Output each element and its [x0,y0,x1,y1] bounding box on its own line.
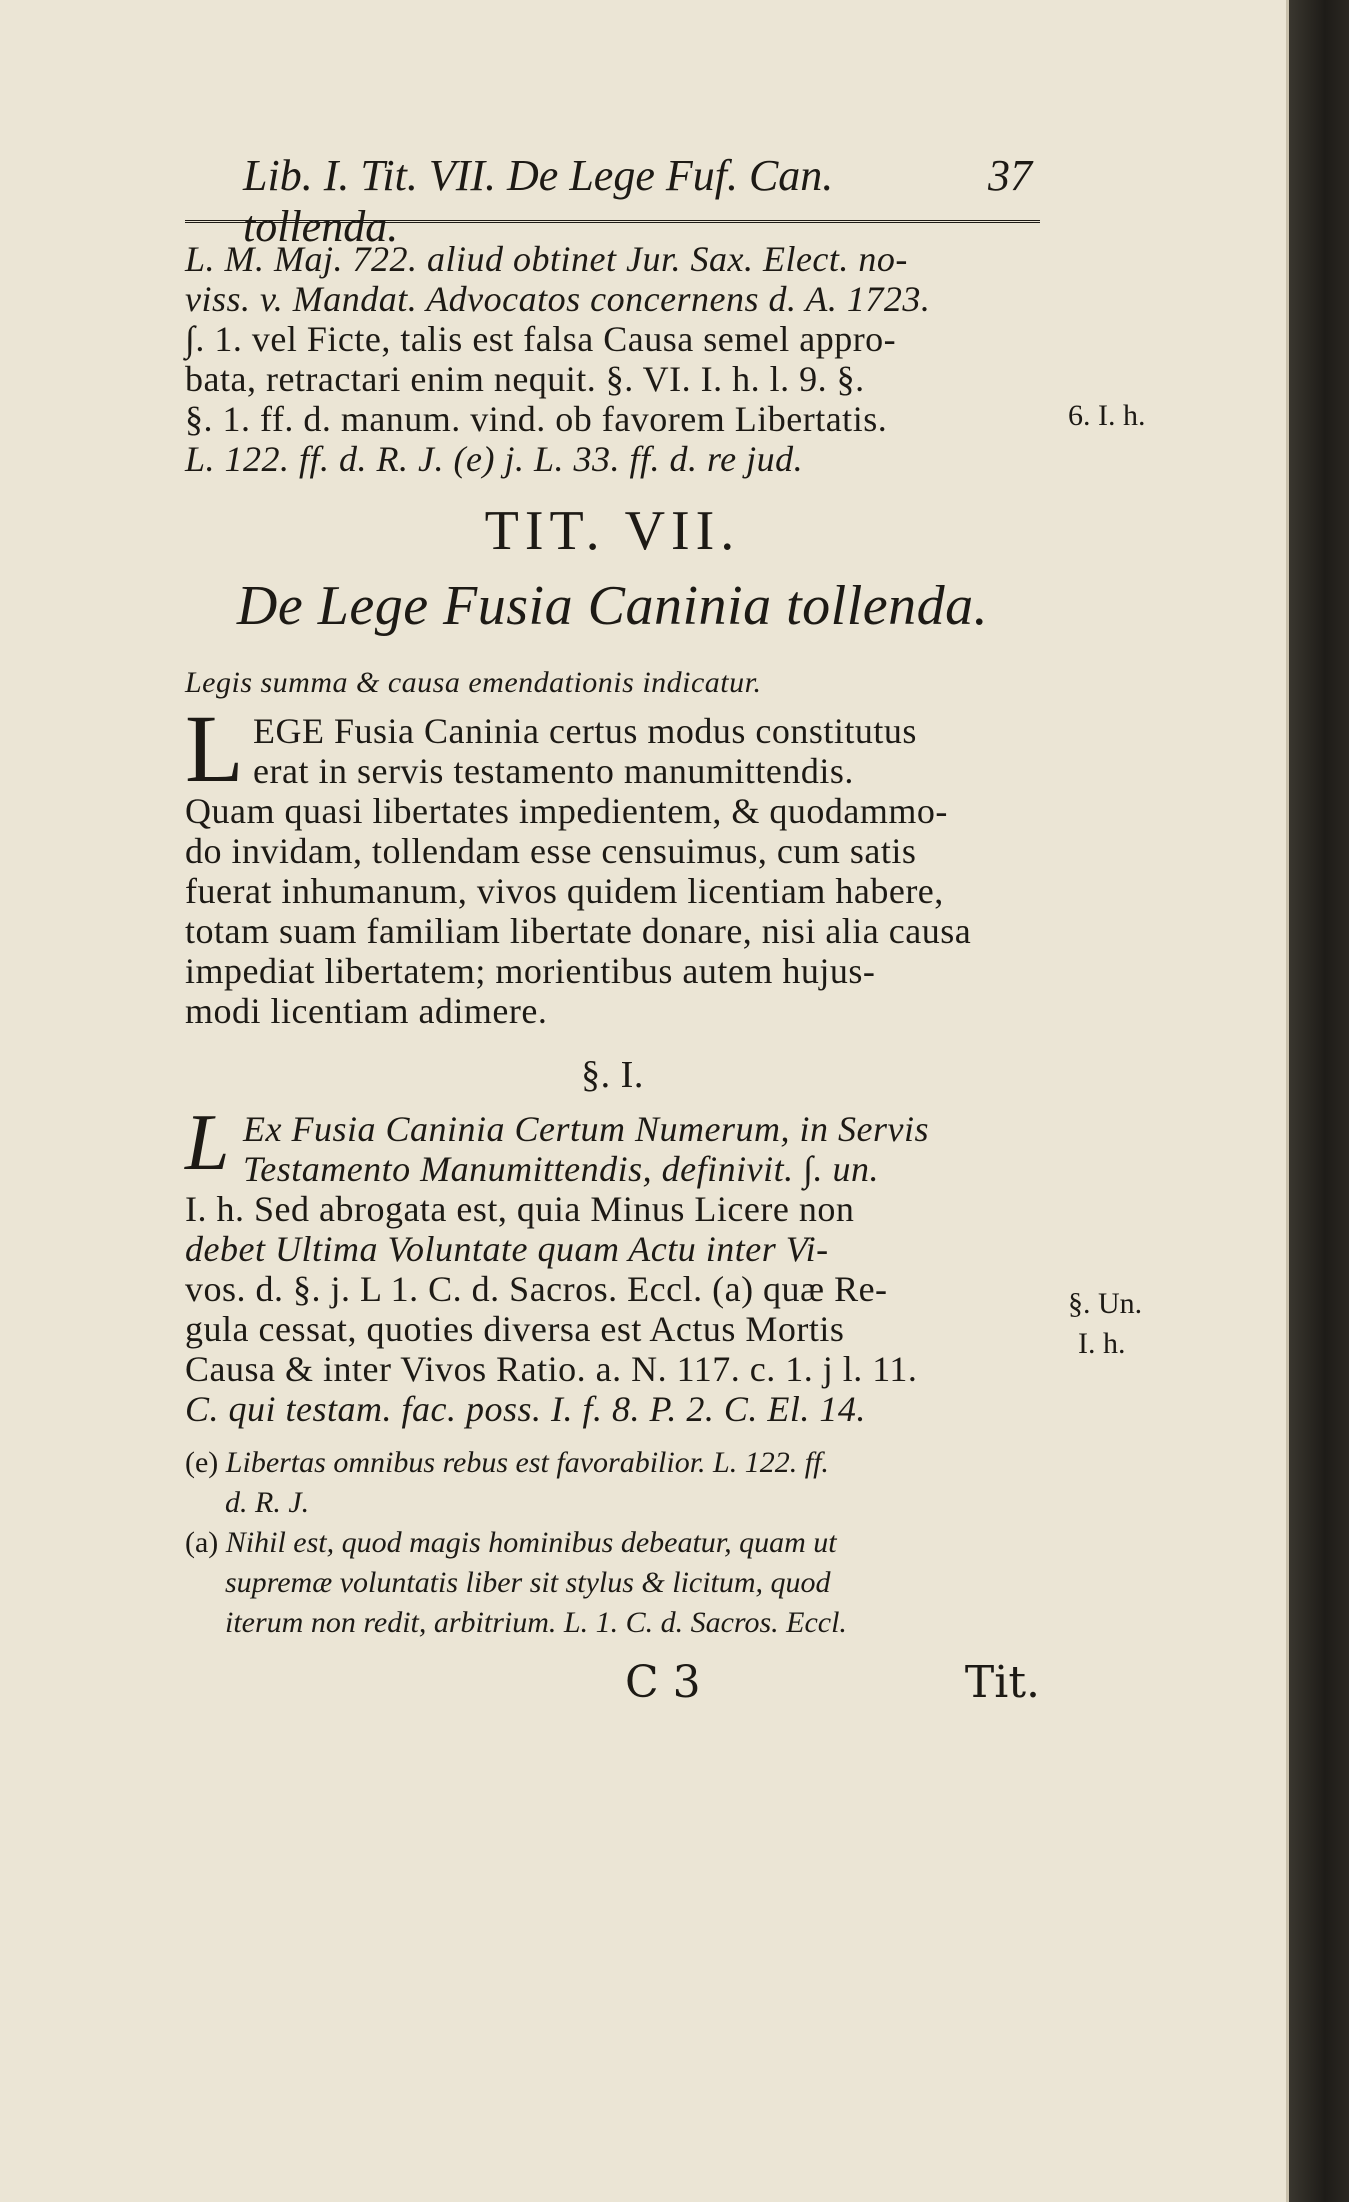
text-line: Causa & inter Vivos Ratio. a. N. 117. c. 1. j l. 11. [185,1349,918,1389]
text-line: do invidam, tollendam esse censuimus, cum satis [185,831,917,871]
text-line: Testamento Manumittendis, definivit. ∫. un. [243,1149,879,1189]
text-line: §. 1. ff. d. manum. vind. ob favorem Libertatis. [185,399,888,439]
text-line: gula cessat, quoties diversa est Actus Mortis [185,1309,845,1349]
text-line: totam suam familiam libertate donare, nisi alia causa [185,911,972,951]
footnote-line: iterum non redit, arbitrium. L. 1. C. d. Sacros. Eccl. [225,1606,847,1639]
footnote-line [185,1443,1040,1483]
footnote-line: d. R. J. [225,1486,310,1519]
footnote-mark: (a) [185,1526,219,1559]
footnote-text: Libertas omnibus rebus est favorabilior. L. 122. ff. [225,1446,829,1479]
margin-note: I. h. [1078,1327,1126,1360]
margin-note: 6. I. h. [1068,399,1146,432]
text-line: Quam quasi libertates impedientem, & quodammo- [185,791,948,831]
running-title: Lib. I. Tit. VII. De Lege Fuf. Can. tollenda. [243,151,834,251]
signature-mark: C 3 [625,1657,701,1708]
text-line: modi licentiam adimere. [185,991,548,1031]
page-content [185,150,1040,1708]
book-spine [1289,0,1349,2202]
text-line: bata, retractari enim nequit. §. VI. I. h. l. 9. §. [185,359,865,399]
text-line: ∫. 1. vel Ficte, talis est falsa Causa semel appro- [185,319,897,359]
margin-note: §. Un. [1068,1287,1143,1320]
drop-cap: L [185,1099,230,1187]
text-line: C. qui testam. fac. poss. I. f. 8. P. 2. C. El. 14. [185,1389,866,1429]
running-header [185,150,1040,251]
text-line: vos. d. §. j. L 1. C. d. Sacros. Eccl. (a) quæ Re- [185,1269,888,1309]
text-line: EGE Fusia Caninia certus modus constitutus [253,711,917,751]
footnote-mark: (e) [185,1446,219,1479]
page-footer [185,1657,1040,1708]
text-line: erat in servis testamento manumittendis. [253,751,854,791]
catchword: Tit. [964,1657,1040,1708]
text-line: I. h. Sed abrogata est, quia Minus Licere non [185,1189,855,1229]
text-line: L. 122. ff. d. R. J. (e) j. L. 33. ff. d. re jud. [185,439,804,479]
footnote-line [185,1523,1040,1563]
text-line: Ex Fusia Caninia Certum Numerum, in Servis [243,1109,929,1149]
chapter-summary: Legis summa & causa emendationis indicatur. [185,666,762,699]
section-paragraph [185,1099,1040,1429]
text-line: viss. v. Mandat. Advocatos concernens d. A. 1723. [185,279,931,319]
text-line: L. M. Maj. 722. aliud obtinet Jur. Sax. Elect. no- [185,239,908,279]
footnote-text: Nihil est, quod magis hominibus debeatur, quam ut [225,1526,837,1559]
page-number: 37 [988,151,1032,200]
drop-cap: L [185,695,244,802]
main-paragraph [185,695,1040,1031]
chapter-number: TIT. VII. [484,500,741,562]
text-line: fuerat inhumanum, vivos quidem licentiam habere, [185,871,944,911]
text-line: debet Ultima Voluntate quam Actu inter Vi- [185,1229,829,1269]
footnote-line: supremæ voluntatis liber sit stylus & licitum, quod [225,1566,831,1599]
text-line: impediat libertatem; morientibus autem hujus- [185,951,876,991]
continued-text [185,239,1040,479]
chapter-title: De Lege Fusia Caninia tollenda. [236,575,989,637]
footnotes [185,1443,1040,1643]
section-heading: §. I. [581,1054,644,1096]
